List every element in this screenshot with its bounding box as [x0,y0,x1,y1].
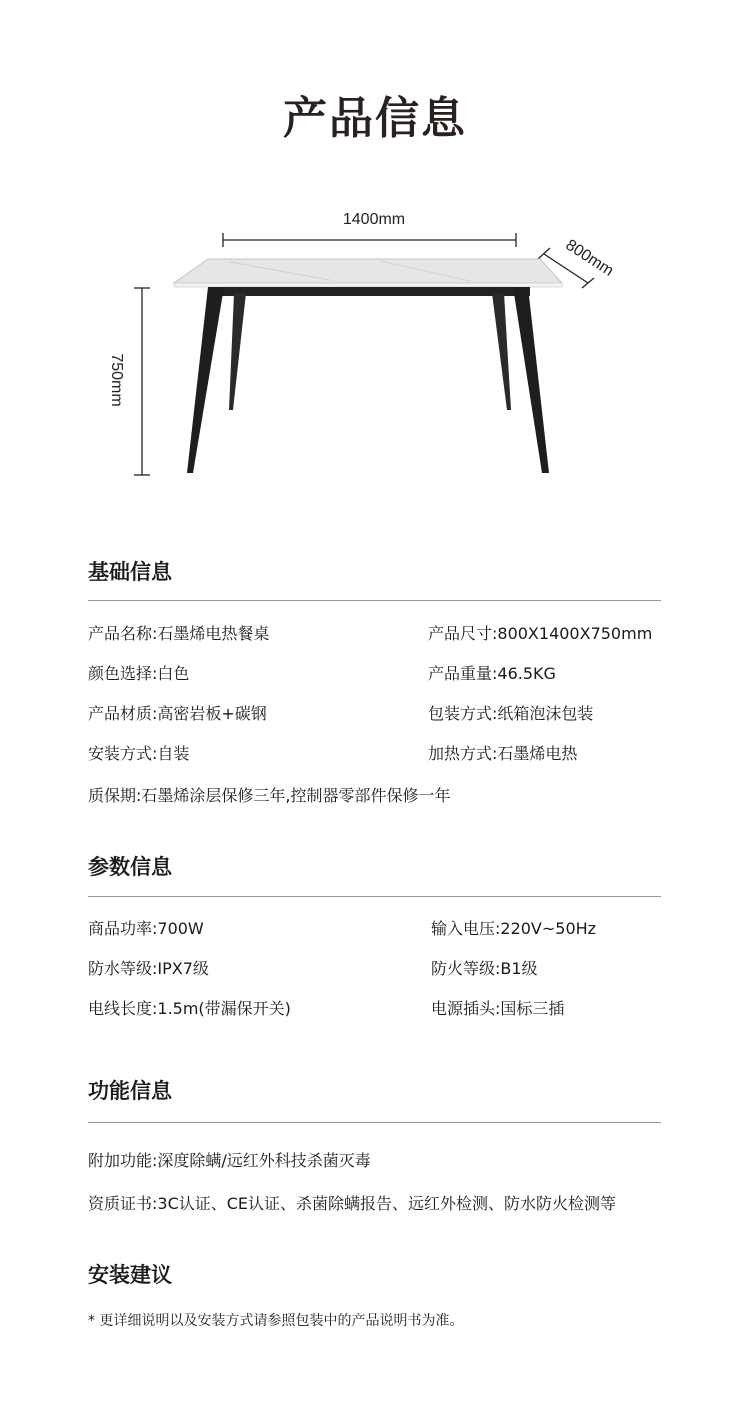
table-dimension-diagram [0,190,750,500]
page-title: 产品信息 [283,93,467,144]
product-material: 产品材质:高密岩板+碳钢 [88,704,267,723]
fireproof-rating: 防火等级:B1级 [431,959,538,978]
color-option: 颜色选择:白色 [88,664,190,683]
install-advice-title: 安装建议 [88,1263,172,1287]
waterproof-rating: 防水等级:IPX7级 [88,959,209,978]
basic-info-title: 基础信息 [88,560,172,584]
install-advice-note: * 更详细说明以及安装方式请参照包装中的产品说明书为准。 [88,1313,464,1329]
features-info-divider [88,1122,661,1123]
table-leg-back-right [492,293,511,410]
table-leg-front-right [513,287,549,473]
height-label: 750mm [108,353,125,407]
table-leg-front-left [187,287,224,473]
features-info-title: 功能信息 [88,1079,172,1103]
warranty-period: 质保期:石墨烯涂层保修三年,控制器零部件保修一年 [88,786,451,805]
table-apron [210,287,530,296]
product-name: 产品名称:石墨烯电热餐桌 [88,624,270,643]
certifications: 资质证书:3C认证、CE认证、杀菌除螨报告、远红外检测、防水防火检测等 [88,1194,617,1213]
height-dimension-line [134,288,150,475]
params-info-divider [88,896,661,897]
table-leg-back-left [229,293,246,410]
rated-power: 商品功率:700W [88,919,204,938]
install-method: 安装方式:自装 [88,744,190,763]
width-dimension-line [223,233,516,247]
input-voltage: 输入电压:220V~50Hz [431,919,597,938]
heating-method: 加热方式:石墨烯电热 [428,744,578,763]
depth-label: 800mm [562,236,617,280]
cable-length: 电线长度:1.5m(带漏保开关) [88,999,291,1018]
params-info-title: 参数信息 [88,855,172,879]
width-label: 1400mm [342,211,406,228]
basic-info-divider [88,600,661,601]
power-plug: 电源插头:国标三插 [431,999,565,1018]
product-weight: 产品重量:46.5KG [428,664,556,683]
extra-functions: 附加功能:深度除螨/远红外科技杀菌灭毒 [88,1151,371,1170]
product-size: 产品尺寸:800X1400X750mm [428,624,653,643]
packaging-method: 包装方式:纸箱泡沫包装 [428,704,594,723]
table-top-edge [174,283,562,287]
